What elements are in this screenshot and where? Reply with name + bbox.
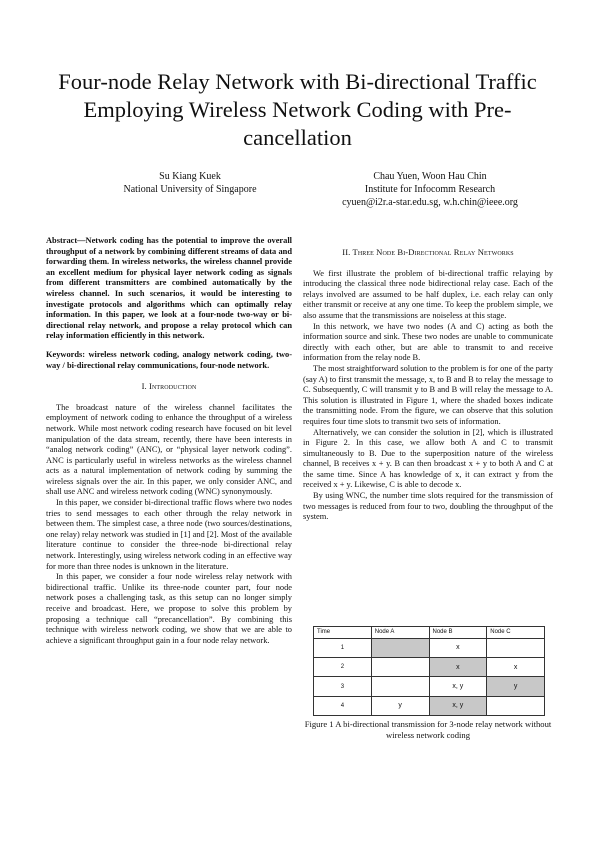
paragraph: Alternatively, we can consider the solution in [2], which is illustrated in Figure 2. In this case, we allow both A and C to transmit simultaneously to B. Due to the superposition nature of the wireless channel, B receives x + y. B can then broadcast x + y to both A and C at the same time. Since A has knowledge of x, it can extract y from the received x + y. Likewise, C is able to decode x. — [303, 427, 553, 490]
author-block-2 — [300, 170, 560, 209]
node-c-cell: x — [487, 658, 545, 677]
paragraph: In this paper, we consider a four node wireless relay network with bidirectional traffic. Unlike its three-node counter part, four node network poses a challenging task, as this setup can no longer simply receive and broadcast. Here, we propose to solve this problem by proposing a technique call “precancellation”. By combining this technique with wireless network coding, we show that we are able to achieve a significant throughput gain in a four node relay network. — [46, 572, 292, 645]
figure-caption: Figure 1 A bi-directional transmission for 3-node relay network without wireless network coding — [304, 719, 552, 740]
node-b-cell: x — [429, 638, 487, 657]
figure-1-table — [313, 626, 545, 716]
left-column — [46, 236, 292, 646]
time-slot: 2 — [314, 658, 372, 677]
node-c-cell: y — [487, 677, 545, 696]
header-node-c: Node C — [487, 627, 545, 639]
author-block-1 — [60, 170, 320, 196]
node-a-cell: y — [371, 696, 429, 715]
node-b-cell: x, y — [429, 696, 487, 715]
author-affiliation: Institute for Infocomm Research — [364, 184, 496, 195]
keywords: Keywords: wireless network coding, analogy network coding, two-way / bi-directional relay communications, four-node network. — [46, 349, 292, 370]
node-c-cell — [487, 696, 545, 715]
table-header-row — [314, 627, 545, 639]
paper-title: Four-node Relay Network with Bi-directional Traffic Employing Wireless Network Coding with Pre-cancellation — [58, 69, 537, 150]
table-row — [314, 677, 545, 696]
paragraph: By using WNC, the number time slots required for the transmission of two messages is reduced from four to two, doubling the throughput of the system. — [303, 491, 553, 522]
paragraph: In this network, we have two nodes (A and C) acting as both the information source and sink. These two nodes are unable to communicate directly with each other, but are able to transmit to and receive information from the relay node B. — [303, 321, 553, 363]
node-b-cell: x, y — [429, 677, 487, 696]
node-c-cell — [487, 638, 545, 657]
node-b-cell: x — [429, 658, 487, 677]
paragraph: The most straightforward solution to the problem is for one of the party (say A) to first transmit the message, x, to B and B to relay the message to C. Subsequently, C will transmit y to B and B will relay the message to A. This solution is illustrated in Figure 1, where the shaded boxes indicate the transmitting node. From the figure, we can observe that this solution requires four time slots to transmit two sets of information. — [303, 363, 553, 426]
table-row — [314, 696, 545, 715]
right-column — [303, 247, 553, 523]
time-slot: 3 — [314, 677, 372, 696]
header-time: Time — [314, 627, 372, 639]
table-row — [314, 638, 545, 657]
node-a-cell — [371, 677, 429, 696]
time-slot: 1 — [314, 638, 372, 657]
section-heading-introduction: I. Introduction — [141, 381, 197, 392]
author-email: cyuen@i2r.a-star.edu.sg, w.h.chin@ieee.org — [342, 197, 518, 208]
node-a-cell — [371, 638, 429, 657]
header-node-a: Node A — [371, 627, 429, 639]
table-row — [314, 658, 545, 677]
abstract: Abstract—Network coding has the potential to improve the overall throughput of a network by combining different streams of data and forwarding them. In wireless networks, the wireless channel provide an excellent medium for physical layer network coding as signals from different transmitters are combined automatically by the wireless channel. In such scenarios, it would be interesting to investigate protocols and algorithms which can optimally relay information. In this paper, we look at a four-node two-way or bi-directional relay network, and propose a relay protocol which can relay information efficiently in this network. — [46, 236, 292, 341]
author-affiliation: National University of Singapore — [123, 184, 257, 195]
author-name: Su Kiang Kuek — [159, 171, 221, 182]
transmission-table — [313, 626, 545, 716]
paragraph: We first illustrate the problem of bi-directional traffic relaying by introducing the classical three node bidirectional relay case. Each of the relays involved are assumed to be half duplex, i.e. each relay can only either transmit or receive at any one time. To keep the problem simple, we also assume that the transmissions are noiseless at this stage. — [303, 268, 553, 320]
section-heading-three-node: II. Three Node Bi-Directional Relay Networks — [342, 247, 514, 257]
time-slot: 4 — [314, 696, 372, 715]
paragraph: The broadcast nature of the wireless channel facilitates the employment of network coding to enhance the throughput of a wireless network. While most network coding research have focused on bit level manipulation of the data stream, recently, there have been interests in “analog network coding” (ANC), or “physical layer network coding”. ANC is particularly useful in wireless networks as the wireless channel acts as a natural implementation of network coding by summing the wireless signals over the air. In this paper, we only consider ANC, and shall use ANC and wireless network coding (WNC) synonymously. — [46, 402, 292, 497]
header-node-b: Node B — [429, 627, 487, 639]
node-a-cell — [371, 658, 429, 677]
author-name: Chau Yuen, Woon Hau Chin — [373, 171, 487, 182]
paragraph: In this paper, we consider bi-directional traffic flows where two nodes tries to send messages to each other through the relay network in between them. The simplest case, a three node (two sources/destinations, one relay) relay network was studied in [1] and [2]. Most of the available literature continue to consider the three-node bi-directional relay network. Interestingly, using wireless network coding in an effective way for more than three nodes is unknown in the literature. — [46, 498, 292, 571]
